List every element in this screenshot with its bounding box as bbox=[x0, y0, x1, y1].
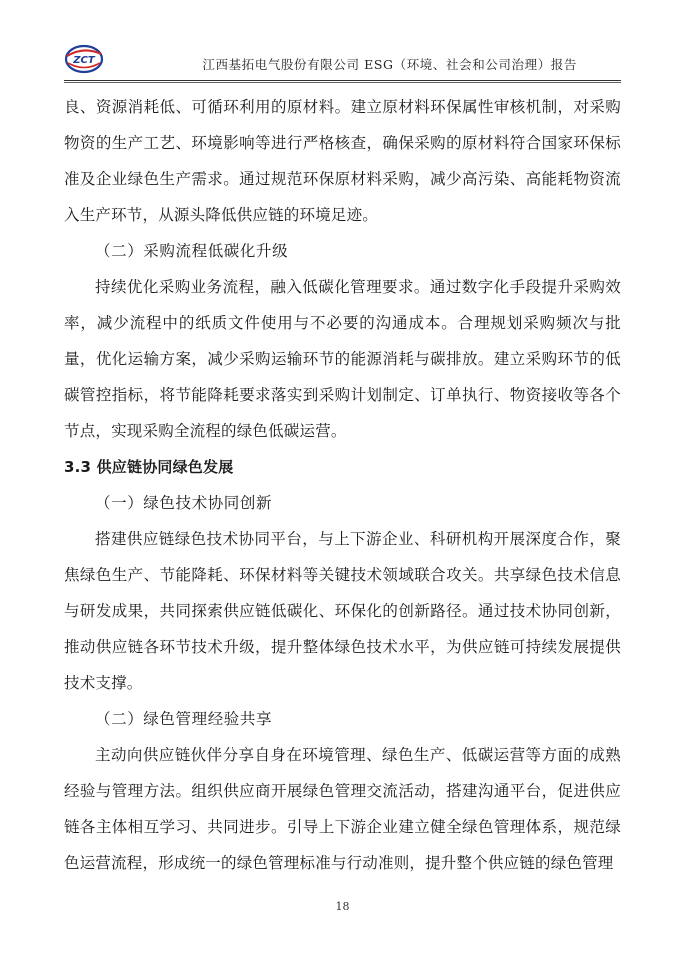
svg-text:ZCT: ZCT bbox=[73, 55, 95, 66]
header-title: 江西基拓电气股份有限公司 ESG（环境、社会和公司治理）报告 bbox=[202, 57, 577, 72]
subheading-green-management-sharing: （二）绿色管理经验共享 bbox=[95, 710, 273, 728]
header-divider bbox=[64, 80, 621, 81]
document-body bbox=[64, 89, 621, 881]
subheading-green-tech-innovation: （一）绿色技术协同创新 bbox=[95, 494, 273, 512]
company-logo-icon bbox=[64, 44, 104, 74]
paragraph-management-sharing: 主动向供应链伙伴分享自身在环境管理、绿色生产、低碳运营等方面的成熟经验与管理方法。组织供应商开展绿色管理交流活动，搭建沟通平台，促进供应链各主体相互学习、共同进步。引导上下游企业建立健全绿色管理体系，规范绿色运营流程，形成统一的绿色管理标准与行动准则，提升整个供应链的绿色管理 bbox=[64, 746, 621, 872]
page-header bbox=[64, 44, 621, 80]
section-title-3-3: 3.3 供应链协同绿色发展 bbox=[64, 458, 234, 476]
paragraph-raw-materials: 良、资源消耗低、可循环利用的原材料。建立原材料环保属性审核机制，对采购物资的生产工艺、环境影响等进行严格核查，确保采购的原材料符合国家环保标准及企业绿色生产需求。通过规范环保原材料采购，减少高污染、高能耗物资流入生产环节，从源头降低供应链的环境足迹。 bbox=[64, 98, 621, 224]
subheading-low-carbon-procurement: （二）采购流程低碳化升级 bbox=[95, 242, 289, 260]
header-divider-thin bbox=[64, 82, 621, 83]
paragraph-procurement-process: 持续优化采购业务流程，融入低碳化管理要求。通过数字化手段提升采购效率，减少流程中的纸质文件使用与不必要的沟通成本。合理规划采购频次与批量，优化运输方案，减少采购运输环节的能源消耗与碳排放。建立采购环节的低碳管控指标，将节能降耗要求落实到采购计划制定、订单执行、物资接收等各个节点，实现采购全流程的绿色低碳运营。 bbox=[64, 278, 621, 440]
page-number: 18 bbox=[335, 900, 350, 913]
paragraph-tech-collaboration: 搭建供应链绿色技术协同平台，与上下游企业、科研机构开展深度合作，聚焦绿色生产、节能降耗、环保材料等关键技术领域联合攻关。共享绿色技术信息与研发成果，共同探索供应链低碳化、环保化的创新路径。通过技术协同创新，推动供应链各环节技术升级，提升整体绿色技术水平，为供应链可持续发展提供技术支撑。 bbox=[64, 530, 621, 692]
